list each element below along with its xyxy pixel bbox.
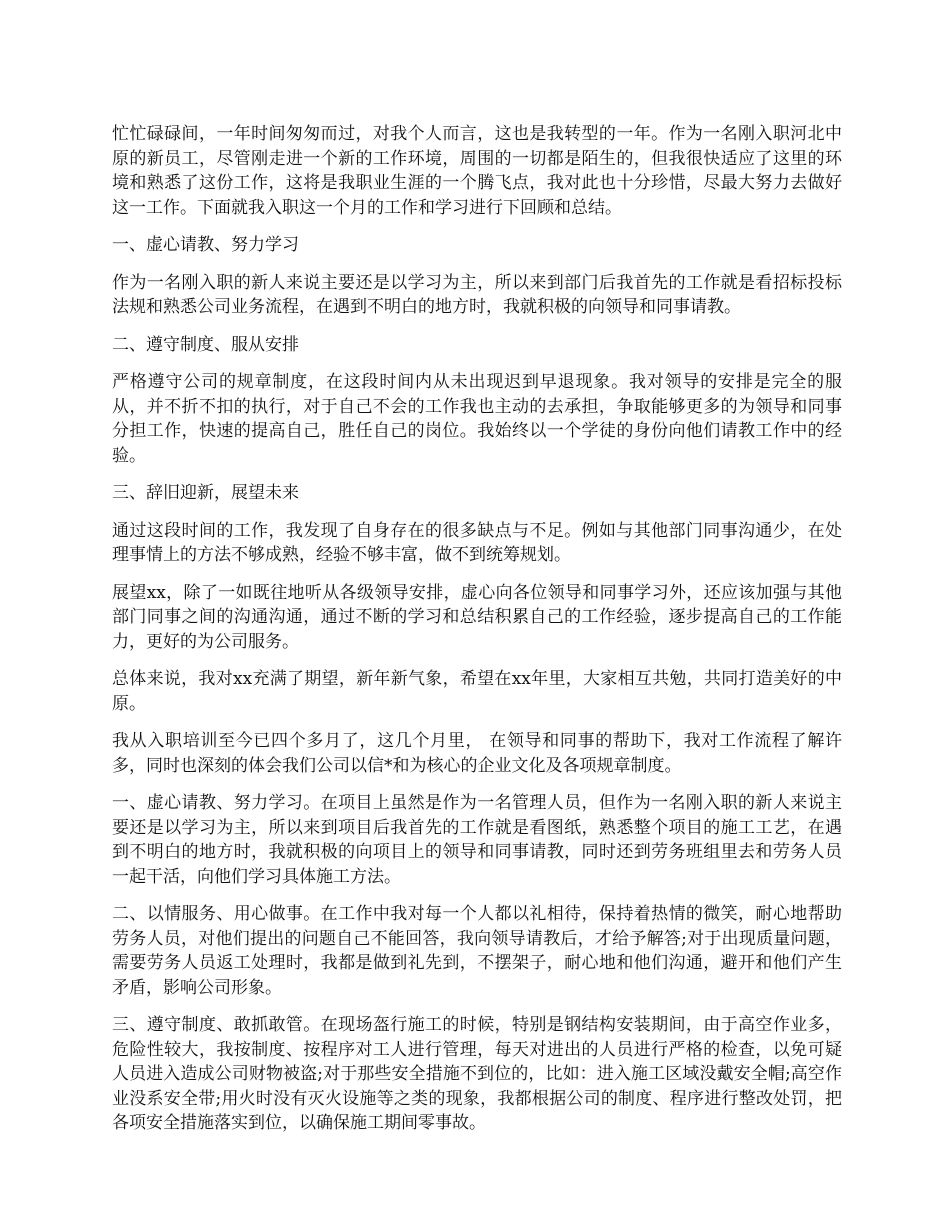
- section-heading-2: 二、遵守制度、服从安排: [112, 334, 299, 355]
- section-heading-1: 一、虚心请教、努力学习: [112, 235, 299, 255]
- section-heading-3: 三、辞旧迎新，展望未来: [112, 483, 299, 503]
- section-2-paragraph: 严格遵守公司的规章制度，在这段时间内从未出现迟到早退现象。我对领导的安排是完全的服从，并不折不扣的执行，对于自己不会的工作我也主动的去承担，争取能够更多的为领导和同事分担工作，快速的提高自己，胜任自己的岗位。我始终以一个学徒的身份向他们请教工作中的经验。: [112, 372, 842, 466]
- intro-paragraph: 忙忙碌碌间，一年时间匆匆而过，对我个人而言，这也是我转型的一年。作为一名刚入职河北中原的新员工，尽管刚走进一个新的工作环境，周围的一切都是陌生的，但我很快适应了这里的环境和熟悉了这份工作，这将是我职业生涯的一个腾飞点，我对此也十分珍惜，尽最大努力去做好这一工作。下面就我入职这一个月的工作和学习进行下回顾和总结。: [112, 124, 842, 218]
- section-1-paragraph: 作为一名刚入职的新人来说主要还是以学习为主，所以来到部门后我首先的工作就是看招标投标法规和熟悉公司业务流程，在遇到不明白的地方时，我就积极的向领导和同事请教。: [112, 272, 842, 317]
- section-3-paragraph: 通过这段时间的工作，我发现了自身存在的很多缺点与不足。例如与其他部门同事沟通少，在处理事情上的方法不够成熟，经验不够丰富，做不到统筹规划。: [112, 520, 842, 565]
- document-body: [112, 122, 842, 1149]
- point-1-paragraph: 一、虚心请教、努力学习。在项目上虽然是作为一名管理人员，但作为一名刚入职的新人来说主要还是以学习为主，所以来到项目后我首先的工作就是看图纸，熟悉整个项目的施工工艺，在遇到不明白的地方时，我就积极的向项目上的领导和同事请教，同时还到劳务班组里去和劳务人员一起干活，向他们学习具体施工方法。: [112, 793, 842, 887]
- point-3-paragraph: 三、遵守制度、敢抓敢管。在现场盔行施工的时候，特别是钢结构安装期间，由于高空作业多，危险性较大，我按制度、按程序对工人进行管理，每天对进出的人员进行严格的检查，以免可疑人员进入造成公司财物被盗;对于那些安全措施不到位的，比如：进入施工区域没戴安全帽;高空作业没系安全带;用火时没有灭火设施等之类的现象，我都根据公司的制度、程序进行整改处罚，把各项安全措施落实到位，以确保施工期间零事故。: [112, 1015, 842, 1133]
- point-2-paragraph: 二、以情服务、用心做事。在工作中我对每一个人都以礼相待，保持着热情的微笑，耐心地帮助劳务人员，对他们提出的问题自己不能回答，我向领导请教后，才给予解答;对于出现质量问题，需要劳务人员返工处理时，我都是做到礼先到，不摆架子，耐心地和他们沟通，避开和他们产生矛盾，影响公司形象。: [112, 904, 842, 998]
- summary-paragraph: 总体来说，我对xx充满了期望，新年新气象，希望在xx年里，大家相互共勉，共同打造美好的中原。: [112, 669, 842, 714]
- outlook-paragraph: 展望xx，除了一如既往地听从各级领导安排，虚心向各位领导和同事学习外，还应该加强与其他部门同事之间的沟通沟通，通过不断的学习和总结积累自己的工作经验，逐步提高自己的工作能力，更好的为公司服务。: [112, 582, 842, 652]
- second-intro-paragraph: 我从入职培训至今已四个多月了，这几个月里， 在领导和同事的帮助下，我对工作流程了解许多，同时也深刻的体会我们公司以信*和为核心的企业文化及各项规章制度。: [112, 731, 842, 776]
